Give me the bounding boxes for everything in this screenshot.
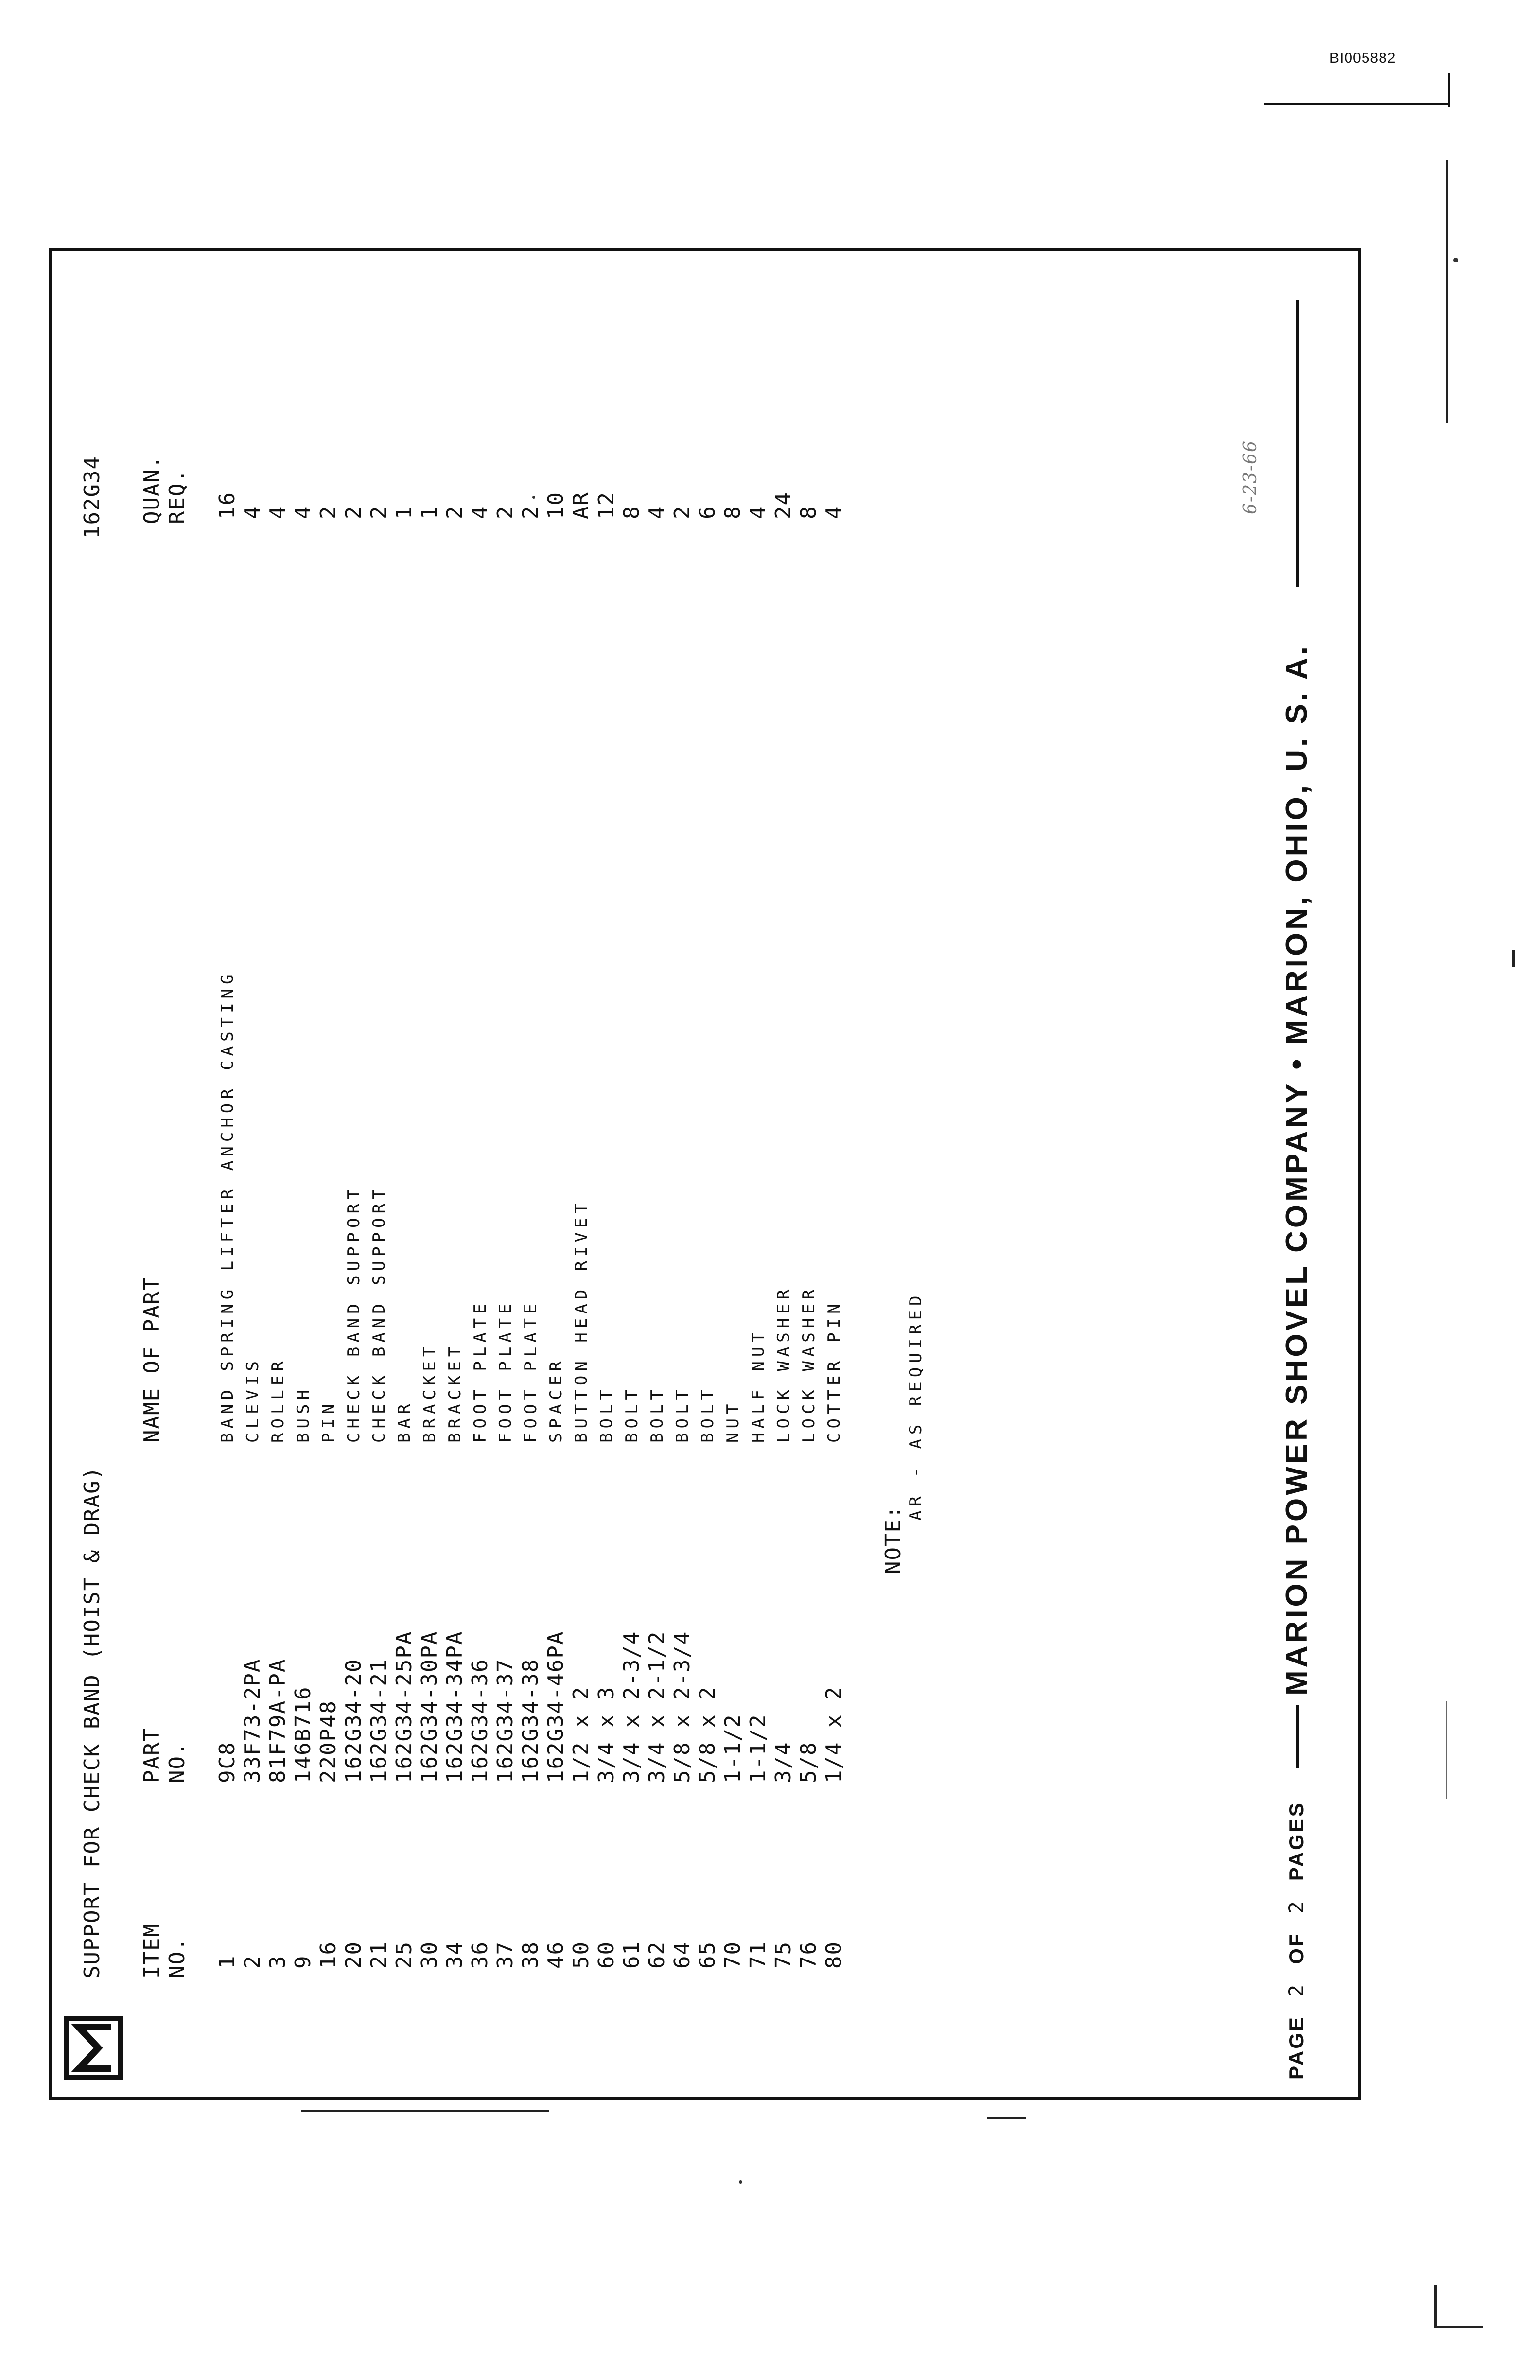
company-footer: MARION POWER SHOVEL COMPANY • MARION, OHIO, U. S. A. <box>1280 644 1313 1696</box>
table-row <box>493 296 518 2094</box>
item-number-cell: 60 <box>594 1941 619 1969</box>
part-name-cell: BUSH <box>294 1385 313 1443</box>
edge-line <box>1446 1701 1447 1799</box>
part-name-cell: BOLT <box>622 1385 642 1443</box>
quantity-cell: 4 <box>265 505 290 519</box>
column-header-quantity <box>140 455 190 524</box>
scan-speck <box>1453 258 1458 262</box>
table-row <box>468 296 493 2094</box>
part-name-cell: CHECK BAND SUPPORT <box>344 1185 364 1443</box>
quantity-header-line2: REQ. <box>165 469 190 524</box>
table-row <box>215 296 240 2094</box>
note-text: AR - AS REQUIRED <box>906 1291 926 1521</box>
table-row <box>240 296 265 2094</box>
part-name-cell: BOLT <box>648 1385 667 1443</box>
part-name-cell: BRACKET <box>420 1342 439 1443</box>
table-row <box>645 296 670 2094</box>
table-row <box>367 296 392 2094</box>
part-number-cell: 162G34-46PA <box>543 1630 568 1783</box>
item-header-line1: ITEM <box>140 1923 164 1978</box>
table-row <box>392 296 417 2094</box>
table-row <box>670 296 695 2094</box>
part-number-cell: 162G34-20 <box>341 1658 366 1783</box>
part-name-cell: BUTTON HEAD RIVET <box>572 1199 591 1443</box>
corner-mark-vertical <box>1448 73 1450 107</box>
quantity-cell: 2 <box>341 505 366 519</box>
item-number-cell: 16 <box>316 1941 341 1969</box>
part-number-cell: 5/8 x 2-3/4 <box>670 1630 695 1783</box>
part-name-cell: BOLT <box>673 1385 692 1443</box>
part-header-line1: PART <box>140 1728 164 1783</box>
part-number-cell: 220P48 <box>316 1700 341 1783</box>
part-number-cell: 3/4 x 2-3/4 <box>619 1630 644 1783</box>
part-name-cell: BOLT <box>698 1385 718 1443</box>
item-number-cell: 50 <box>569 1941 594 1969</box>
scan-speck <box>739 2180 742 2184</box>
part-name-cell: CLEVIS <box>243 1357 262 1443</box>
part-number-cell: 146B716 <box>291 1686 315 1783</box>
quantity-cell: 2 <box>518 505 543 519</box>
quantity-cell: 6 <box>695 505 720 519</box>
table-row <box>746 296 771 2094</box>
quantity-cell: 4 <box>468 505 492 519</box>
quantity-cell: 2 <box>670 505 695 519</box>
page-label: PAGE <box>1285 2015 1308 2080</box>
part-name-cell: BOLT <box>597 1385 616 1443</box>
page-indicator <box>1284 1801 1308 2080</box>
item-number-cell: 30 <box>417 1941 442 1969</box>
part-number-cell: 162G34-34PA <box>442 1630 467 1783</box>
handwritten-date: 6-23-66 <box>1241 440 1260 514</box>
table-row <box>569 296 594 2094</box>
item-number-cell: 71 <box>746 1941 770 1969</box>
name-header-line1: NAME OF PART <box>140 1277 164 1443</box>
of-label: OF <box>1285 1932 1308 1964</box>
part-number-cell: 1/2 x 2 <box>569 1686 594 1783</box>
table-row <box>291 296 316 2094</box>
part-number-cell: 33F73-2PA <box>240 1658 265 1783</box>
table-row <box>417 296 442 2094</box>
edge-line <box>1446 160 1448 423</box>
item-number-cell: 3 <box>265 1955 290 1969</box>
quantity-cell: 4 <box>291 505 315 519</box>
part-name-cell: PIN <box>319 1400 338 1443</box>
part-name-cell: COTTER PIN <box>824 1299 844 1443</box>
item-number-cell: 64 <box>670 1941 695 1969</box>
part-name-cell: ROLLER <box>268 1357 288 1443</box>
part-number-cell: 3/4 <box>771 1741 796 1783</box>
part-number-cell: 1-1/2 <box>720 1714 745 1783</box>
rotated-parts-sheet <box>54 254 1355 2094</box>
quantity-cell: 4 <box>746 505 770 519</box>
scan-mark <box>987 2117 1026 2119</box>
quantity-cell: 16 <box>215 491 240 519</box>
column-header-name <box>140 1277 165 1443</box>
item-number-cell: 76 <box>796 1941 821 1969</box>
part-number-cell: 81F79A-PA <box>265 1658 290 1783</box>
part-name-cell: BAR <box>395 1400 414 1443</box>
part-number-cell: 1-1/2 <box>746 1714 770 1783</box>
footer-rule <box>1296 300 1299 587</box>
document-title: SUPPORT FOR CHECK BAND (HOIST & DRAG) <box>80 1466 105 1978</box>
item-number-cell: 62 <box>645 1941 669 1969</box>
item-number-cell: 21 <box>367 1941 391 1969</box>
part-number-cell: 162G34-37 <box>493 1658 518 1783</box>
table-row <box>822 296 847 2094</box>
table-row <box>341 296 367 2094</box>
table-row <box>695 296 720 2094</box>
quantity-cell: 2 <box>367 505 391 519</box>
quantity-cell: 1 <box>392 505 417 519</box>
part-number-cell: 9C8 <box>215 1741 240 1783</box>
edge-mark <box>1434 2326 1483 2328</box>
document-id: BI005882 <box>1330 50 1396 66</box>
part-number-cell: 162G34-38 <box>518 1658 543 1783</box>
column-header-part <box>140 1728 190 1783</box>
part-name-cell: FOOT PLATE <box>471 1299 490 1443</box>
pages-label: PAGES <box>1285 1801 1308 1881</box>
item-number-cell: 70 <box>720 1941 745 1969</box>
table-row <box>619 296 645 2094</box>
quantity-header-line1: QUAN. <box>140 455 164 524</box>
part-number-cell: 1/4 x 2 <box>822 1686 846 1783</box>
item-number-cell: 46 <box>543 1941 568 1969</box>
part-name-cell: BRACKET <box>445 1342 465 1443</box>
quantity-cell: 4 <box>240 505 265 519</box>
quantity-cell: 2 <box>316 505 341 519</box>
quantity-cell: 8 <box>796 505 821 519</box>
table-row <box>796 296 822 2094</box>
item-number-cell: 20 <box>341 1941 366 1969</box>
footer-rule <box>1296 1705 1299 1768</box>
part-number-cell: 162G34-30PA <box>417 1630 442 1783</box>
quantity-cell: 2 <box>493 505 518 519</box>
part-name-cell: NUT <box>723 1400 743 1443</box>
quantity-cell: 24 <box>771 491 796 519</box>
table-row <box>771 296 796 2094</box>
item-number-cell: 1 <box>215 1955 240 1969</box>
part-number-cell: 5/8 x 2 <box>695 1686 720 1783</box>
item-number-cell: 34 <box>442 1941 467 1969</box>
item-number-cell: 37 <box>493 1941 518 1969</box>
part-name-cell: HALF NUT <box>749 1328 768 1443</box>
quantity-cell: AR <box>569 491 594 519</box>
part-name-cell: SPACER <box>546 1357 566 1443</box>
item-number-cell: 38 <box>518 1941 543 1969</box>
item-number-cell: 75 <box>771 1941 796 1969</box>
edge-mark <box>1434 2285 1437 2328</box>
item-number-cell: 61 <box>619 1941 644 1969</box>
quantity-cell: 4 <box>645 505 669 519</box>
table-row <box>543 296 569 2094</box>
part-number-cell: 162G34-21 <box>367 1658 391 1783</box>
column-header-item <box>140 1923 190 1978</box>
quantity-cell: 10 <box>543 491 568 519</box>
item-number-cell: 36 <box>468 1941 492 1969</box>
quantity-cell: 8 <box>619 505 644 519</box>
drawing-number: 162G34 <box>80 455 105 539</box>
page-number: 2 <box>1284 1982 1308 1997</box>
part-name-cell: BAND SPRING LIFTER ANCHOR CASTING <box>218 970 237 1443</box>
quantity-cell: 8 <box>720 505 745 519</box>
item-number-cell: 2 <box>240 1955 265 1969</box>
part-header-line2: NO. <box>165 1741 190 1783</box>
quantity-cell: 12 <box>594 491 619 519</box>
corner-mark-horizontal <box>1264 103 1449 105</box>
item-number-cell: 25 <box>392 1941 417 1969</box>
table-row <box>720 296 746 2094</box>
table-row <box>265 296 291 2094</box>
quantity-cell: 1 <box>417 505 442 519</box>
part-number-cell: 3/4 x 3 <box>594 1686 619 1783</box>
part-number-cell: 3/4 x 2-1/2 <box>645 1630 669 1783</box>
part-name-cell: CHECK BAND SUPPORT <box>369 1185 389 1443</box>
part-name-cell: LOCK WASHER <box>799 1285 819 1443</box>
part-number-cell: 5/8 <box>796 1741 821 1783</box>
item-number-cell: 80 <box>822 1941 846 1969</box>
table-row <box>594 296 619 2094</box>
part-number-cell: 162G34-25PA <box>392 1630 417 1783</box>
table-row <box>442 296 468 2094</box>
quantity-cell: 2 <box>442 505 467 519</box>
table-row <box>316 296 341 2094</box>
item-number-cell: 9 <box>291 1955 315 1969</box>
item-number-cell: 65 <box>695 1941 720 1969</box>
table-row <box>518 296 543 2094</box>
part-name-cell: FOOT PLATE <box>496 1299 515 1443</box>
quantity-cell: 4 <box>822 505 846 519</box>
item-header-line2: NO. <box>165 1937 190 1978</box>
part-number-cell: 162G34-36 <box>468 1658 492 1783</box>
part-name-cell: FOOT PLATE <box>521 1299 541 1443</box>
part-name-cell: LOCK WASHER <box>774 1285 793 1443</box>
note-label: NOTE: <box>881 1505 906 1574</box>
total-pages: 2 <box>1284 1899 1308 1914</box>
marion-logo-icon <box>64 2016 122 2080</box>
scan-mark <box>301 2110 549 2112</box>
edge-mark <box>1512 950 1515 967</box>
